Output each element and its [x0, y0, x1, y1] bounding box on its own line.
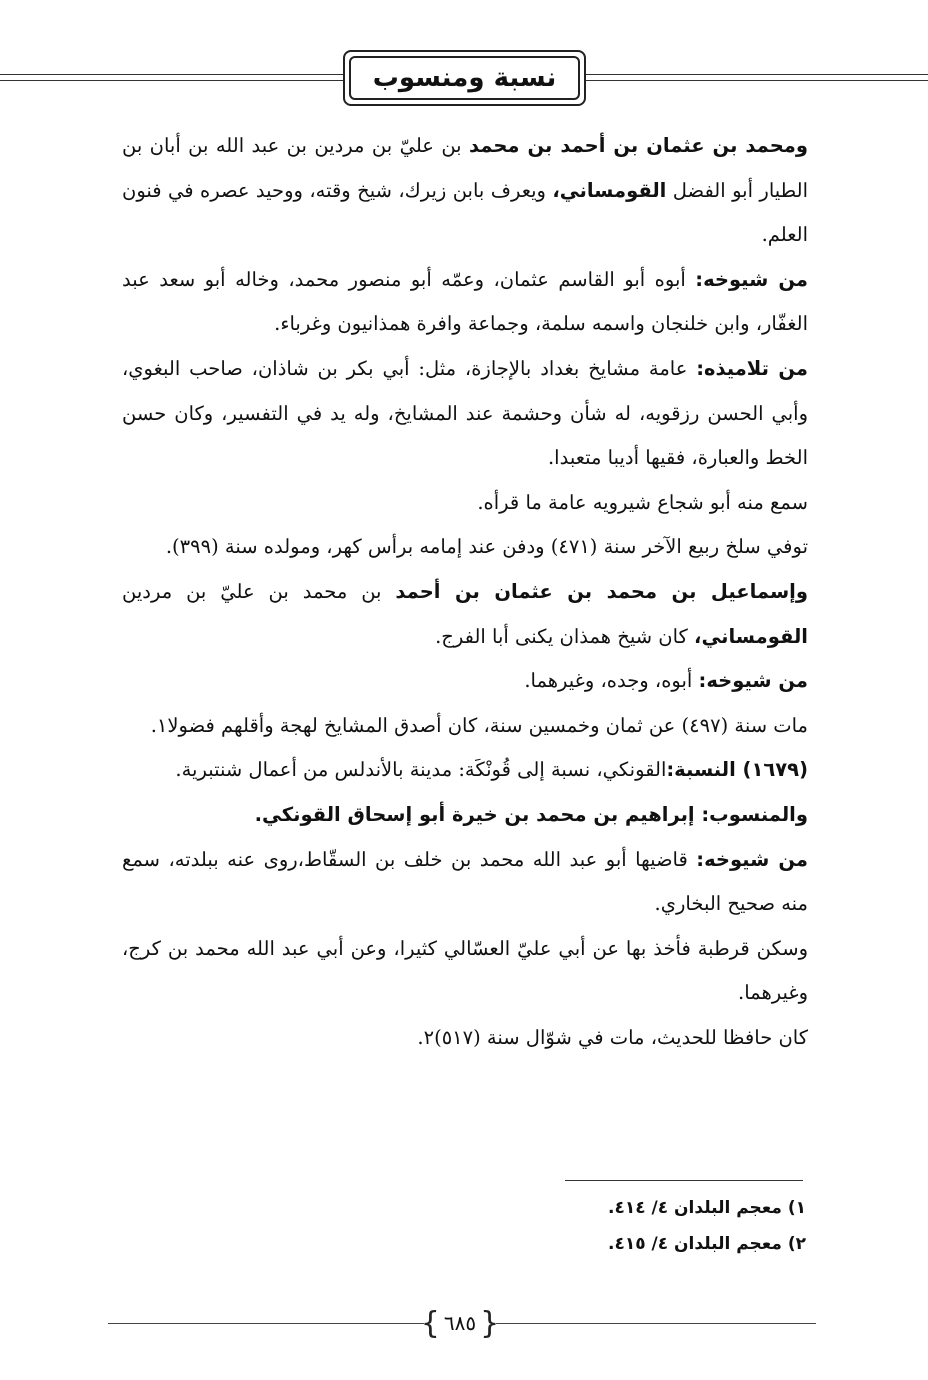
right-brace-icon: }	[480, 1305, 500, 1341]
footnotes	[500, 1190, 806, 1262]
header-title-frame	[343, 50, 586, 106]
header-rule-right-bottom	[586, 80, 928, 81]
entry-name: ومحمد بن عثمان بن أحمد بن محمد	[469, 134, 808, 157]
paragraph-13: كان حافظا للحديث، مات في شوّال سنة (٥١٧)٢.	[417, 1025, 808, 1049]
paragraph-10	[122, 793, 808, 838]
paragraph-5: توفي سلخ ربيع الآخر سنة (٤٧١) ودفن عند إمامه برأس كهر، ومولده سنة (٣٩٩).	[165, 535, 808, 559]
entry-name: وإسماعيل بن محمد بن عثمان بن أحمد	[395, 579, 808, 603]
footnote-1: ١) معجم البلدان ٤/ ٤١٤.	[607, 1198, 806, 1218]
paragraph-8: مات سنة (٤٩٧) عن ثمان وخمسين سنة، كان أصدق المشايخ لهجة وأقلهم فضولا١.	[150, 713, 808, 737]
entry-number-label: (١٦٧٩) النسبة:	[666, 758, 808, 782]
page-number-rule-right	[496, 1323, 816, 1324]
paragraph-3: من تلاميذه: عامة مشايخ بغداد بالإجازة، مثل: أبي بكر بن شاذان، صاحب البغوي، وأبي الحسن رزقويه، له شأن وحشمة عند المشايخ، وله يد في التفسير، وكان حسن الخط والعبارة، فقيها أديبا متعبدا.	[122, 356, 808, 470]
paragraph-7: من شيوخه: أبوه، وجده، وغيرهما.	[524, 669, 808, 693]
nisba-word: القومساني،	[552, 178, 667, 202]
page-number-frame	[420, 1304, 500, 1342]
page-number: ٦٨٥	[443, 1311, 477, 1335]
entry-name: والمنسوب: إبراهيم بن محمد بن خيرة أبو إسحاق القونكي.	[254, 802, 808, 826]
paragraph-2: من شيوخه: أبوه أبو القاسم عثمان، وعمّه أبو منصور محمد، وخاله أبو سعد عبد الغفّار، وابن خلنجان واسمه سلمة، وجماعة وافرة همذانيون وغرباء.	[122, 267, 809, 336]
page-body	[122, 124, 808, 1060]
footnote-separator	[565, 1180, 803, 1181]
section-label: من تلاميذه:	[696, 356, 808, 380]
nisba-word: القومساني،	[694, 624, 808, 648]
paragraph-11: من شيوخه: قاضيها أبو عبد الله محمد بن خلف بن السقّاط،روى عنه ببلدته، سمع منه صحيح البخاري.	[122, 847, 808, 916]
paragraph-9: (١٦٧٩) النسبة:القونكي، نسبة إلى قُونْكَة: مدينة بالأندلس من أعمال شنتبرية.	[175, 758, 808, 782]
paragraph-12: وسكن قرطبة فأخذ بها عن أبي عليّ العسّالي كثيرا، وعن أبي عبد الله محمد بن كرج، وغيرهما.	[122, 936, 808, 1005]
footnote-2: ٢) معجم البلدان ٤/ ٤١٥.	[607, 1234, 806, 1254]
section-label: من شيوخه:	[695, 267, 809, 291]
page-number-rule-left	[108, 1323, 424, 1324]
paragraph-6: وإسماعيل بن محمد بن عثمان بن أحمد بن محمد بن عليّ بن مردين القومساني، كان شيخ همذان يكنى أبا الفرج.	[122, 579, 808, 648]
header-rule-right-top	[586, 74, 928, 75]
section-label: من شيوخه:	[696, 847, 808, 871]
header-title: نسبة ومنسوب	[349, 56, 580, 100]
paragraph-4: سمع منه أبو شجاع شيرويه عامة ما قرأه.	[477, 490, 808, 514]
section-label: من شيوخه:	[698, 669, 808, 693]
left-brace-icon: {	[420, 1305, 440, 1341]
header-rule-left-top	[0, 74, 343, 75]
paragraph-1: ومحمد بن عثمان بن أحمد بن محمد بن عليّ بن مردين بن عبد الله بن أبان بن الطيار أبو الفضل القومساني، ويعرف بابن زيرك، شيخ وقته، ووحيد عصره في فنون العلم.	[122, 134, 808, 247]
header-rule-left-bottom	[0, 80, 343, 81]
